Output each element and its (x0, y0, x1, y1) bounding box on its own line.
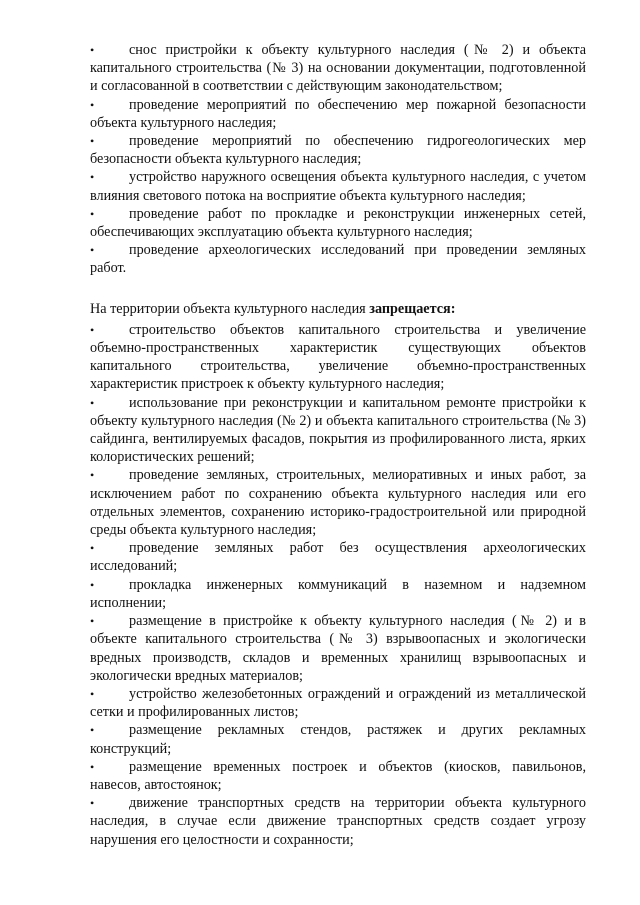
document-page (90, 41, 586, 849)
list-item-text: устройство железобетонных ограждений и ограждений из металлической сетки и профилированных листов; (90, 685, 586, 721)
list-item (90, 241, 586, 277)
list-item-text: размещение в пристройке к объекту культурного наследия (№ 2) и в объекте капитального строительства (№ 3) взрывоопасных и экологически вредных производств, складов и временных хранилищ взрывоопасных и экологически вредных материалов; (90, 613, 586, 684)
list-item-text: снос пристройки к объекту культурного наследия (№ 2) и объекта капитального строительства (№ 3) на основании документации, подготовленной и согласованной в соответствии с действующим законодательством; (90, 42, 586, 95)
bullet-icon: • (90, 322, 95, 337)
list-item-text: размещение временных построек и объектов (киосков, павильонов, навесов, автостоянок; (90, 758, 586, 793)
list-item (90, 168, 586, 204)
bullet-icon: • (90, 759, 95, 774)
allowed-works-list (90, 41, 586, 278)
list-item (90, 794, 586, 849)
bullet-icon: • (90, 614, 95, 629)
bullet-icon: • (90, 206, 95, 221)
bullet-icon: • (90, 243, 95, 258)
list-item-text: прокладка инженерных коммуникаций в наземном и надземном исполнении; (90, 576, 586, 611)
list-item (90, 394, 586, 467)
list-item-text: устройство наружного освещения объекта культурного наследия, с учетом влияния светового потока на восприятие объекта культурного наследия; (90, 169, 586, 204)
list-item (90, 96, 586, 132)
bullet-icon: • (90, 577, 95, 592)
bullet-icon: • (90, 541, 95, 556)
list-item (90, 612, 586, 685)
list-item-text: движение транспортных средств на территории объекта культурного наследия, в случае если движение транспортных средств создает угрозу нарушения его целостности и сохранности; (90, 795, 586, 848)
list-item-text: проведение работ по прокладке и реконструкции инженерных сетей, обеспечивающих эксплуатацию объекта культурного наследия; (90, 205, 586, 241)
list-item-text: строительство объектов капитального строительства и увеличение объемно-пространственных характеристик существующих объектов капитального строительства, увеличение объемно-пространственных характеристик пристроек к объекту культурного наследия; (90, 321, 586, 393)
list-item-text: проведение земляных работ без осуществления археологических исследований; (90, 540, 586, 575)
list-item (90, 132, 586, 168)
bullet-icon: • (90, 97, 95, 112)
prohibited-works-list (90, 321, 586, 849)
bullet-icon: • (90, 686, 95, 701)
bullet-icon: • (90, 43, 95, 57)
list-item (90, 576, 586, 612)
list-item-text: размещение рекламных стендов, растяжек и других рекламных конструкций; (90, 722, 586, 757)
list-item (90, 321, 586, 394)
prohibited-intro-bold: запрещается: (369, 300, 456, 317)
bullet-icon: • (90, 468, 95, 483)
list-item (90, 721, 586, 757)
list-item-text: проведение мероприятий по обеспечению гидрогеологических мер безопасности объекта культурного наследия; (90, 133, 586, 168)
list-item (90, 205, 586, 241)
list-item-text: проведение мероприятий по обеспечению мер пожарной безопасности объекта культурного наследия; (90, 96, 586, 131)
list-item (90, 685, 586, 721)
list-item (90, 758, 586, 794)
list-item-text: проведение археологических исследований при проведении земляных работ. (90, 242, 586, 277)
bullet-icon: • (90, 170, 95, 185)
list-item-text: использование при реконструкции и капитальном ремонте пристройки к объекту культурного наследия (№ 2) и объекта капитального строительства (№ 3) сайдинга, вентилируемых фасадов, покрытия из профилированного листа, ярких колористических решений; (90, 394, 586, 466)
bullet-icon: • (90, 395, 95, 410)
bullet-icon: • (90, 796, 95, 811)
list-item (90, 466, 586, 539)
bullet-icon: • (90, 134, 95, 149)
paragraph-spacer (90, 278, 586, 300)
prohibited-intro (90, 300, 586, 318)
list-item-text: проведение земляных, строительных, мелиоративных и иных работ, за исключением работ по сохранению объекта культурного наследия или его отдельных элементов, сохранению историко-градостроительной или природной среды объекта культурного наследия; (90, 467, 586, 539)
list-item (90, 41, 586, 96)
list-item (90, 539, 586, 575)
bullet-icon: • (90, 723, 95, 738)
prohibited-intro-text: На территории объекта культурного наследия (90, 300, 370, 317)
